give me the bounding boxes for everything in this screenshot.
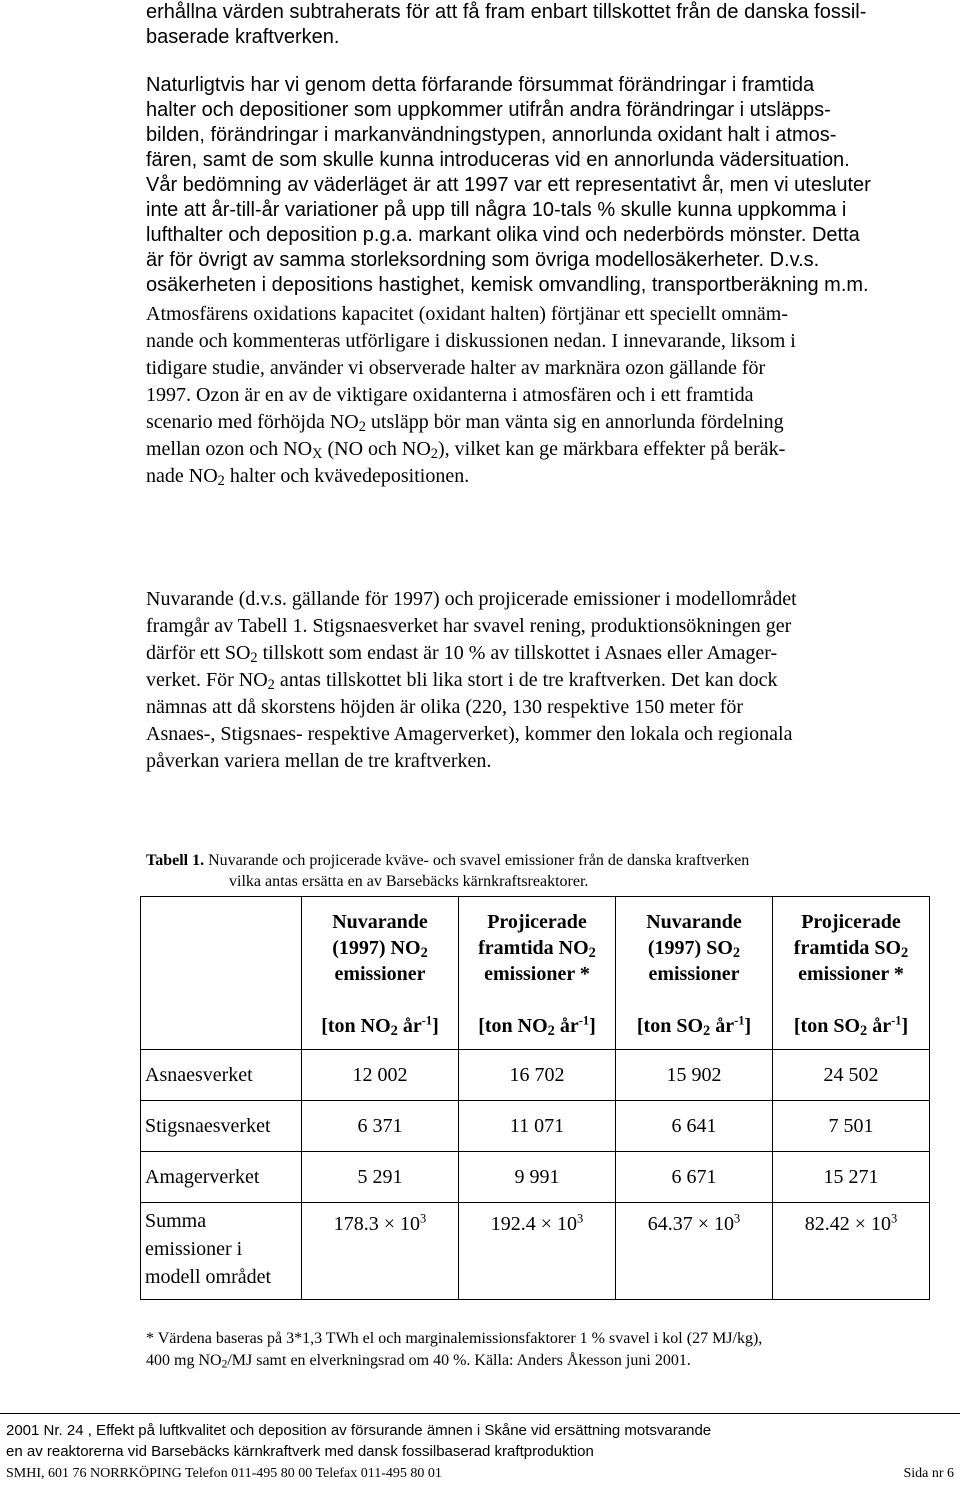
- para4-l4-sub: 2: [267, 676, 275, 693]
- para4-line-7: påverkan variera mellan de tre kraftverken.: [146, 750, 492, 772]
- unit-text: [ton SO: [636, 1015, 704, 1037]
- header-line-2: [463, 935, 611, 961]
- table-caption-label: Tabell 1.: [146, 852, 205, 869]
- para4-l3-c: tillskott som endast är 10 % av tillskottet i Asnaes eller Amager-: [257, 642, 778, 664]
- sum-exp: 3: [891, 1211, 898, 1226]
- table-cell: 16 702: [459, 1050, 616, 1101]
- page-number: Sida nr 6: [903, 1466, 954, 1481]
- para2-line-4: fären, samt de som skulle kunna introduceras vid en annorlunda vädersituation.: [146, 149, 850, 171]
- para3-l11-a: mellan ozon och NO: [146, 438, 313, 460]
- header-line-1: Projicerade: [801, 911, 901, 933]
- header-unit: [463, 1013, 611, 1039]
- row-label: Asnaesverket: [141, 1050, 302, 1101]
- table-caption-line-2: vilka antas ersätta en av Barsebäcks kärnkraftsreaktorer.: [229, 873, 589, 890]
- header-text: framtida SO: [793, 937, 901, 959]
- header-sub: 2: [901, 944, 909, 961]
- sum-label-line-2: emissioner i: [145, 1238, 243, 1260]
- emissions-table: [140, 896, 930, 1300]
- table-cell: [773, 1203, 930, 1300]
- para3-l12-c: halter och kvävedepositionen.: [224, 465, 470, 487]
- para4-line-4: [146, 667, 777, 694]
- table-cell: [616, 1203, 773, 1300]
- unit-sub: 2: [703, 1022, 711, 1039]
- para3-l11-e: ), vilket kan ge märkbara effekter på beräk-: [438, 438, 786, 460]
- table-header-cell: [302, 897, 459, 1050]
- para3-l11-sub2: 2: [430, 445, 438, 462]
- para4-line-2: framgår av Tabell 1. Stigsnaesverket har svavel rening, produktionsökningen ger: [146, 615, 792, 637]
- row-label: Amagerverket: [141, 1152, 302, 1203]
- para3-line-4: är för övrigt av samma storleksordning som övriga modellosäkerheter. D.v.s.: [146, 249, 820, 271]
- unit-text: år: [397, 1015, 422, 1037]
- header-line-1: Nuvarande: [646, 911, 742, 933]
- para3-line-8: tidigare studie, använder vi observerade halter av marknära ozon gällande för: [146, 357, 766, 379]
- header-line-1: Nuvarande: [332, 911, 428, 933]
- para4-l3-a: därför ett SO: [146, 642, 251, 664]
- table-header-corner: [141, 897, 302, 1050]
- header-line-2: [777, 935, 925, 961]
- para3-line-3: lufthalter och deposition p.g.a. markant olika vind och nederbörds mönster. Detta: [146, 224, 860, 246]
- para3-line-11: [146, 436, 785, 463]
- table-footnote-line-2: [146, 1350, 691, 1371]
- unit-sub: 2: [390, 1022, 398, 1039]
- table-cell: 11 071: [459, 1101, 616, 1152]
- unit-text: ]: [432, 1015, 439, 1037]
- para3-line-9: 1997. Ozon är en av de viktigare oxidanterna i atmosfären och i ett framtida: [146, 384, 754, 406]
- table-cell: 6 371: [302, 1101, 459, 1152]
- table-header-cell: [773, 897, 930, 1050]
- table-caption: [146, 850, 749, 871]
- unit-text: [ton NO: [478, 1015, 548, 1037]
- unit-text: [ton NO: [321, 1015, 391, 1037]
- unit-text: ]: [901, 1015, 909, 1037]
- para4-l3-sub: 2: [250, 649, 258, 666]
- footnote-text: /MJ samt en elverkningsrad om 40 %. Källa: Anders Åkesson juni 2001.: [227, 1352, 691, 1369]
- table-cell: 24 502: [773, 1050, 930, 1101]
- sum-label-line-1: Summa: [145, 1210, 207, 1232]
- para4-line-1: Nuvarande (d.v.s. gällande för 1997) och projicerade emissioner i modellområdet: [146, 588, 797, 610]
- header-line-2: [306, 935, 454, 961]
- para3-l11-c: (NO och NO: [322, 438, 431, 460]
- para3-l10-a: scenario med förhöjda NO: [146, 411, 359, 433]
- para4-line-6: Asnaes-, Stigsnaes- respektive Amagerverket), kommer den lokala och regionala: [146, 723, 793, 745]
- header-text: (1997) SO: [647, 937, 733, 959]
- sum-value: 82.42 × 10: [804, 1213, 892, 1235]
- sum-exp: 3: [420, 1211, 427, 1226]
- table-cell: 7 501: [773, 1101, 930, 1152]
- table-header-cell: [616, 897, 773, 1050]
- unit-text: ]: [589, 1015, 596, 1037]
- para3-line-7: nande och kommenteras utförligare i diskussionen nedan. I innevarande, liksom i: [146, 330, 796, 352]
- header-text: framtida NO: [478, 937, 589, 959]
- footer-address: SMHI, 601 76 NORRKÖPING Telefon 011-495 80 00 Telefax 011-495 80 01: [6, 1466, 442, 1481]
- table-row: [141, 1152, 930, 1203]
- unit-sub: 2: [547, 1022, 555, 1039]
- header-line-3: emissioner *: [484, 963, 590, 985]
- sum-exp: 3: [734, 1211, 741, 1226]
- para3-l10-sub: 2: [358, 418, 366, 435]
- header-text: (1997) NO: [332, 937, 421, 959]
- table-cell: 12 002: [302, 1050, 459, 1101]
- unit-sub: 2: [860, 1022, 868, 1039]
- sum-label: [141, 1203, 302, 1300]
- header-sub: 2: [732, 944, 741, 961]
- unit-sup: -1: [734, 1013, 745, 1028]
- para3-line-5: osäkerheten i depositions hastighet, kemisk omvandling, transportberäkning m.m.: [146, 274, 869, 296]
- table-cell: 6 641: [616, 1101, 773, 1152]
- table-cell: 6 671: [616, 1152, 773, 1203]
- unit-sup: -1: [421, 1013, 433, 1028]
- sum-value: 192.4 × 10: [490, 1213, 578, 1235]
- table-row: [141, 1050, 930, 1101]
- header-unit: [777, 1013, 925, 1039]
- para4-line-3: [146, 640, 777, 667]
- para3-line-10: [146, 409, 784, 436]
- para3-l10-c: utsläpp bör man vänta sig en annorlunda fördelning: [365, 411, 784, 433]
- row-label: Stigsnaesverket: [141, 1101, 302, 1152]
- header-sub: 2: [420, 944, 428, 961]
- para4-l4-a: verket. För NO: [146, 669, 268, 691]
- para2-line-3: bilden, förändringar i markanvändningstypen, annorlunda oxidant halt i atmos-: [146, 124, 837, 146]
- footer-report-line-2: en av reaktorerna vid Barsebäcks kärnkraftverk med dansk fossilbaserad kraftproduktion: [6, 1443, 594, 1460]
- para4-line-5: nämnas att då skorstens höjden är olika (220, 130 respektive 150 meter för: [146, 696, 744, 718]
- para3-l12-sub: 2: [217, 472, 225, 489]
- table-caption-text-1: Nuvarande och projicerade kväve- och svavel emissioner från de danska kraftverken: [204, 852, 750, 869]
- para3-line-6: Atmosfärens oxidations kapacitet (oxidant halten) förtjänar ett speciellt omnäm-: [146, 303, 789, 325]
- table-cell: 5 291: [302, 1152, 459, 1203]
- header-line-3: emissioner: [334, 963, 426, 985]
- header-line-3: emissioner *: [798, 963, 904, 985]
- unit-text: [ton SO: [793, 1015, 861, 1037]
- table-footnote-line-1: * Värdena baseras på 3*1,3 TWh el och marginalemissionsfaktorer 1 % svavel i kol (27 MJ/kg),: [146, 1330, 763, 1347]
- para1-line-2: baserade kraftverken.: [146, 26, 340, 48]
- unit-text: år: [867, 1015, 892, 1037]
- table-cell: 15 902: [616, 1050, 773, 1101]
- para3-line-2: inte att år-till-år variationer på upp till några 10-tals % skulle kunna uppkomma i: [146, 199, 847, 221]
- footnote-sub: 2: [221, 1358, 228, 1371]
- para3-l12-a: nade NO: [146, 465, 218, 487]
- sum-exp: 3: [577, 1211, 584, 1226]
- table-cell: 15 271: [773, 1152, 930, 1203]
- sum-value: 178.3 × 10: [333, 1213, 421, 1235]
- sum-label-line-3: modell området: [145, 1266, 272, 1288]
- para1-line-1: erhållna värden subtraherats för att få fram enbart tillskottet från de danska fossil-: [146, 1, 867, 23]
- unit-text: år: [710, 1015, 735, 1037]
- unit-sup: -1: [891, 1013, 902, 1028]
- sum-value: 64.37 × 10: [647, 1213, 735, 1235]
- para3-l11-sub1: X: [312, 445, 323, 462]
- unit-sup: -1: [578, 1013, 590, 1028]
- footer-divider: [0, 1413, 960, 1414]
- table-header-row: [141, 897, 930, 1050]
- para3-line-12: [146, 463, 469, 490]
- header-unit: [306, 1013, 454, 1039]
- table-cell: 9 991: [459, 1152, 616, 1203]
- header-sub: 2: [588, 944, 596, 961]
- header-line-1: Projicerade: [487, 911, 587, 933]
- footnote-text: 400 mg NO: [146, 1352, 222, 1369]
- para2-line-2: halter och depositioner som uppkommer utifrån andra förändringar i utsläpps-: [146, 99, 831, 121]
- header-line-2: [620, 935, 768, 961]
- para4-l4-c: antas tillskottet bli lika stort i de tre kraftverken. Det kan dock: [274, 669, 778, 691]
- header-line-3: emissioner: [648, 963, 740, 985]
- para3-line-1: Vår bedömning av väderläget är att 1997 var ett representativt år, men vi utesluter: [146, 174, 871, 196]
- table-header-cell: [459, 897, 616, 1050]
- table-row-sum: [141, 1203, 930, 1300]
- para2-line-1: Naturligtvis har vi genom detta förfarande försummat förändringar i framtida: [146, 74, 815, 96]
- unit-text: år: [554, 1015, 579, 1037]
- table-row: [141, 1101, 930, 1152]
- footer-report-line-1: 2001 Nr. 24 , Effekt på luftkvalitet och deposition av försurande ämnen i Skåne vid ersättning motsvarande: [6, 1422, 712, 1439]
- unit-text: ]: [744, 1015, 752, 1037]
- table-cell: [302, 1203, 459, 1300]
- header-unit: [620, 1013, 768, 1039]
- table-cell: [459, 1203, 616, 1300]
